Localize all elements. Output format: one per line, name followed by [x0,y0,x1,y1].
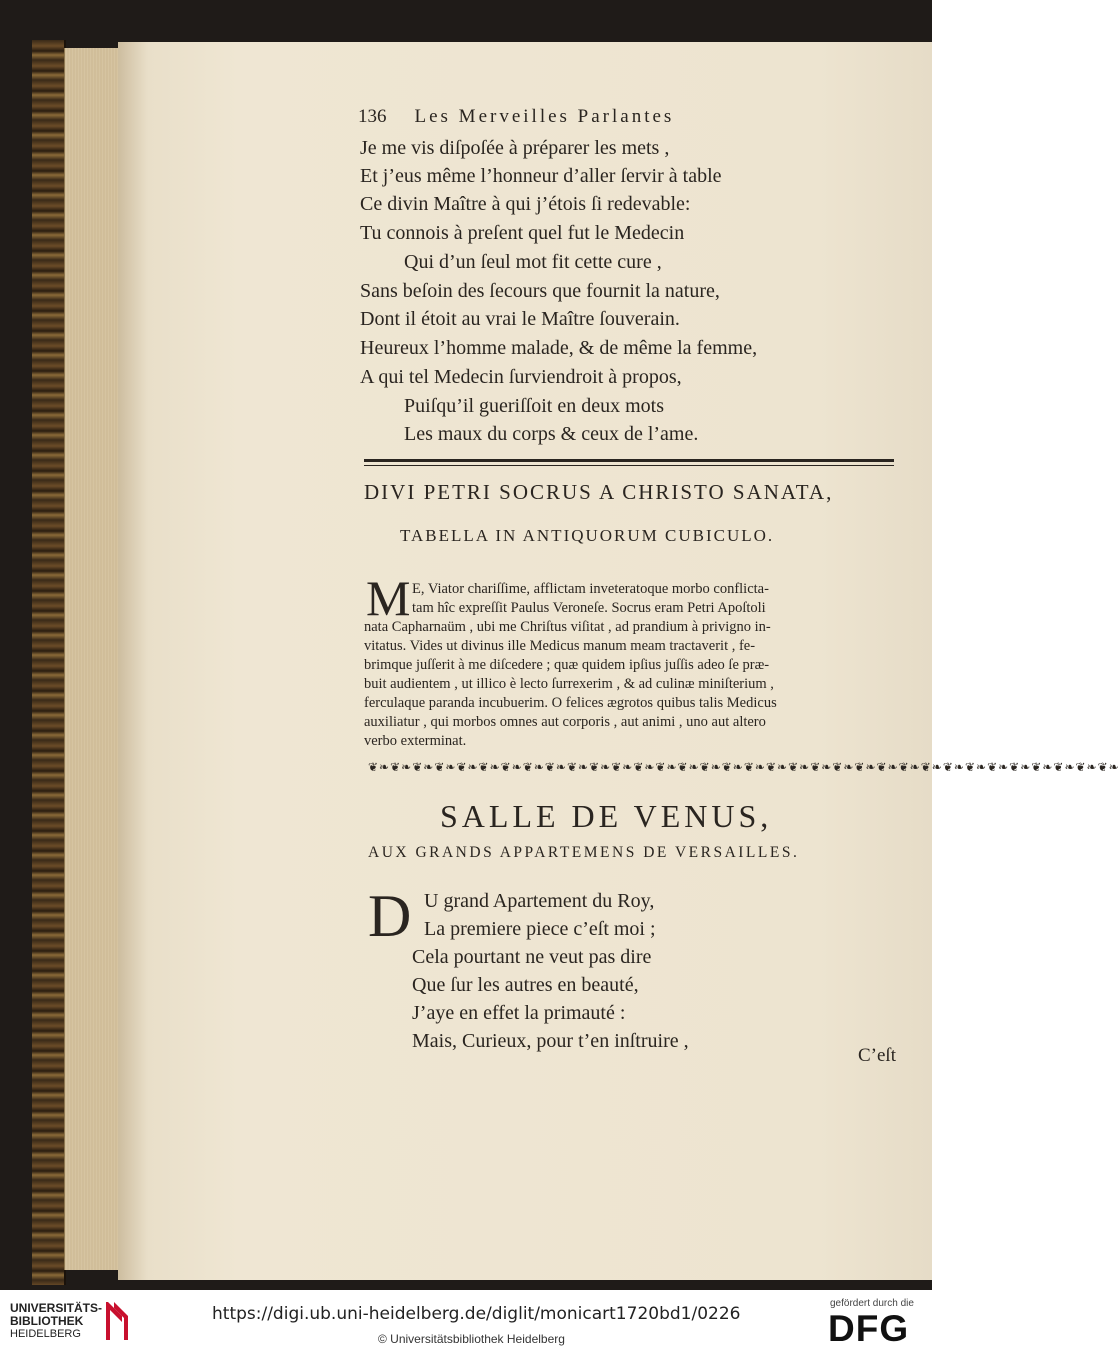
verse-line: Cela pourtant ne veut pas dire [412,946,652,968]
prose-line: verbo exterminat. [364,733,467,749]
catchword: C’eſt [858,1045,896,1066]
latin-dropcap: M [366,570,411,626]
verse-line: J’aye en effet la primauté : [412,1002,626,1024]
running-title: Les Merveilles Parlantes [414,106,675,127]
library-name-line3: HEIDELBERG [10,1328,81,1340]
verse-line: Que ſur les autres en beauté, [412,974,639,996]
verse-line: Heureux l’homme malade, & de même la femme, [360,337,758,359]
prose-line: E, Viator chariſſime, afflictam inveteratoque morbo conflicta- [412,581,769,597]
verse-line: Puiſqu’il gueriſſoit en deux mots [404,395,664,417]
prose-line: nata Capharnaüm , ubi me Chriſtus viſitat , ad prandium à privigno in- [364,619,771,635]
prose-line: auxiliatur , qui morbos omnes aut corporis , aut animi , uno aut altero [364,714,766,730]
page-number: 136 [358,106,387,127]
prose-line: brimque juſſerit à me diſcedere ; quæ quidem ipſius juſſis adeo ſe præ- [364,657,770,673]
section-subtitle: AUX GRANDS APPARTEMENS DE VERSAILLES. [368,844,800,861]
funding-note: gefördert durch die [830,1298,914,1309]
verse-line: U grand Apartement du Roy, [424,890,655,912]
verse-line: Et j’eus même l’honneur d’aller ſervir à table [360,165,722,187]
library-name-line2: BIBLIOTHEK [10,1314,84,1328]
section-rule [364,459,894,462]
running-header [358,106,674,128]
verse-line: Les maux du corps & ceux de l’ame. [404,423,699,445]
section-dropcap: D [368,883,412,949]
book-cover-edge [32,40,66,1285]
source-url-link[interactable]: https://digi.ub.uni-heidelberg.de/diglit/monicart1720bd1/0226 [212,1304,741,1324]
verse-line: A qui tel Medecin ſurviendroit à propos, [360,366,682,388]
latin-subtitle: TABELLA IN ANTIQUORUM CUBICULO. [400,526,775,545]
verse-line: Tu connois à preſent quel fut le Medecin [360,222,685,244]
prose-line: tam hîc expreſſit Paulus Veroneſe. Socrus eram Petri Apoſtoli [412,600,766,616]
library-logo[interactable] [10,1302,102,1341]
copyright-text: © Universitätsbibliothek Heidelberg [378,1332,565,1346]
verse-line: Mais, Curieux, pour t’en inſtruire , [412,1030,689,1052]
library-name-line1: UNIVERSITÄTS- [10,1301,103,1315]
verse-line: Je me vis diſpoſée à préparer les mets , [360,137,670,159]
prose-line: buit audientem , ut illico è lecto ſurrexerim , & ad culinæ miniſterium , [364,676,774,692]
page-edges [64,48,122,1270]
library-mark-icon [100,1300,130,1342]
verse-line: Qui d’un ſeul mot fit cette cure , [404,251,662,273]
latin-title: DIVI PETRI SOCRUS A CHRISTO SANATA, [364,480,834,504]
prose-line: ferculaque paranda incubuerim. O felices ægrotos quibus talis Medicus [364,695,777,711]
verse-line: Sans beſoin des ſecours que fournit la nature, [360,280,720,302]
section-rule-thin [364,465,894,466]
verse-line: Ce divin Maître à qui j’étois ſi redevable: [360,193,691,215]
section-title: SALLE DE VENUS, [440,798,773,834]
verse-line: La premiere piece c’eſt moi ; [424,918,656,940]
verse-line: Dont il étoit au vrai le Maître ſouverain. [360,308,680,330]
prose-line: vitatus. Vides ut divinus ille Medicus manum meam tractaverit , fe- [364,638,756,654]
dfg-logo[interactable]: DFG [828,1308,910,1349]
ornament-band: ❦❧❦❧❦❧❦❧❦❧❦❧❦❧❦❧❦❧❦❧❦❧❦❧❦❧❦❧❦❧❦❧❦❧❦❧❦❧❦❧❦❧❦❧❦❧❦❧❦❧❦❧❦❧❦❧❦❧❦❧❦❧❦❧❦❧❦❧ [368,760,1120,774]
